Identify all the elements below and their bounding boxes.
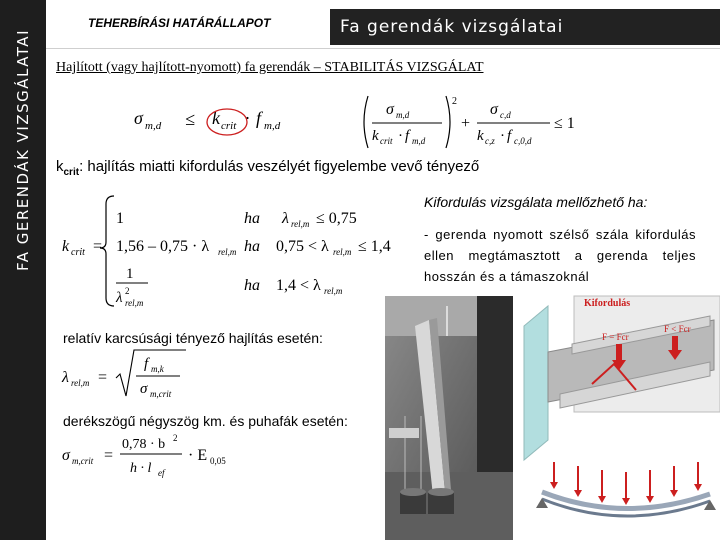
svg-text:σ: σ xyxy=(386,101,394,118)
svg-text:σ: σ xyxy=(134,108,143,128)
svg-text:σ: σ xyxy=(62,447,70,464)
beam-test-photo xyxy=(385,296,513,540)
svg-text:ha: ha xyxy=(244,277,260,294)
svg-text:=: = xyxy=(93,238,103,255)
svg-text:m,d: m,d xyxy=(412,136,426,146)
svg-text:f: f xyxy=(144,356,149,372)
lambda-label: relatív karcsúsági tényező hajlítás esetén: xyxy=(63,330,323,346)
bending-stability-formula-svg xyxy=(130,104,330,134)
svg-text:m,crit: m,crit xyxy=(150,389,172,399)
svg-text:1: 1 xyxy=(126,266,134,282)
diagram-load-equal: F = Fcr xyxy=(602,332,629,342)
diagram-title: Kifordulás xyxy=(584,298,631,309)
svg-text:crit: crit xyxy=(221,120,237,132)
svg-text:2: 2 xyxy=(452,96,457,107)
header-divider xyxy=(46,48,720,49)
skip-condition-text: - gerenda nyomott szélső szála kifordulás ellen megtámasztott a gerenda teljes hosszán és a támaszoknál xyxy=(424,227,696,284)
diagram-load-less: F < Fcr xyxy=(664,324,691,334)
svg-text:1,4 < λ: 1,4 < λ xyxy=(276,277,321,294)
svg-text:1,56 – 0,75 · λ: 1,56 – 0,75 · λ xyxy=(116,238,210,255)
svg-text:λ: λ xyxy=(282,210,289,227)
critical-stress-formula xyxy=(60,430,240,485)
kcrit-symbol: k xyxy=(56,158,64,175)
svg-text:m,d: m,d xyxy=(264,120,281,132)
svg-text:ef: ef xyxy=(158,468,165,478)
lambda-formula-svg xyxy=(60,344,200,404)
svg-text:rel,m: rel,m xyxy=(71,378,90,388)
header-category: TEHERBÍRÁSI HATÁRÁLLAPOT xyxy=(88,16,271,30)
sigma-label: derékszögű négyszög km. és puhafák esetén: xyxy=(63,413,348,429)
lambda-formula xyxy=(60,344,200,409)
svg-text:f: f xyxy=(256,108,262,128)
page-title xyxy=(330,9,720,45)
svg-text:σ: σ xyxy=(140,381,148,397)
svg-text:0,05: 0,05 xyxy=(210,456,226,466)
svg-text:rel,m: rel,m xyxy=(291,219,310,229)
svg-text:1: 1 xyxy=(116,210,124,227)
kcrit-piecewise-svg xyxy=(60,190,391,312)
critical-stress-formula-svg xyxy=(60,430,240,480)
svg-text:σ: σ xyxy=(490,101,498,118)
svg-text:≤ 1: ≤ 1 xyxy=(554,115,575,132)
svg-text:0,78 · b: 0,78 · b xyxy=(122,437,166,452)
svg-text:λ: λ xyxy=(116,290,123,306)
svg-text:c,z: c,z xyxy=(485,136,495,146)
svg-text:rel,m: rel,m xyxy=(324,286,343,296)
kcrit-description: : hajlítás miatti kifordulás veszélyét figyelembe vevő tényező xyxy=(79,158,480,175)
svg-text:k: k xyxy=(62,238,70,255)
svg-text:crit: crit xyxy=(380,136,393,146)
svg-text:rel,m: rel,m xyxy=(125,298,144,308)
svg-text:f: f xyxy=(405,128,410,144)
kcrit-definition xyxy=(56,158,479,178)
svg-text:c,d: c,d xyxy=(500,110,511,120)
svg-text:0,75 < λ: 0,75 < λ xyxy=(276,238,329,255)
skip-condition-title: Kifordulás vizsgálata mellőzhető ha: xyxy=(424,194,648,210)
page-title-text: Fa gerendák vizsgálatai xyxy=(340,17,564,37)
svg-text:m,crit: m,crit xyxy=(72,456,94,466)
svg-text:2: 2 xyxy=(125,286,130,296)
svg-text:m,d: m,d xyxy=(396,110,410,120)
svg-text:rel,m: rel,m xyxy=(218,247,237,257)
svg-text:rel,m: rel,m xyxy=(333,247,352,257)
bending-stability-formula xyxy=(130,104,330,139)
svg-text:k: k xyxy=(477,128,484,144)
svg-text:·: · xyxy=(500,128,505,144)
svg-text:+: + xyxy=(461,115,471,132)
svg-text:λ: λ xyxy=(62,369,69,386)
svg-text:≤ 0,75: ≤ 0,75 xyxy=(316,210,357,227)
svg-text:m,d: m,d xyxy=(145,120,162,132)
beam-test-photo-svg xyxy=(385,296,513,540)
svg-text:ha: ha xyxy=(244,210,260,227)
svg-text:≤: ≤ xyxy=(185,109,195,129)
svg-text:c,0,d: c,0,d xyxy=(514,136,532,146)
svg-text:=: = xyxy=(98,369,108,386)
svg-text:m,k: m,k xyxy=(151,364,164,374)
svg-text:k: k xyxy=(372,128,379,144)
svg-text:ha: ha xyxy=(244,238,260,255)
section-subtitle: Hajlított (vagy hajlított-nyomott) fa gerendák – STABILITÁS VIZSGÁLAT xyxy=(56,60,484,75)
combined-interaction-formula xyxy=(360,92,590,157)
kcrit-piecewise-formula xyxy=(60,190,391,317)
svg-text:2: 2 xyxy=(173,433,178,443)
svg-text:h · l: h · l xyxy=(130,461,152,476)
svg-text:≤ 1,4: ≤ 1,4 xyxy=(358,238,391,255)
svg-text:=: = xyxy=(104,447,114,464)
svg-text:crit: crit xyxy=(71,247,85,258)
lateral-buckling-diagram xyxy=(514,286,720,540)
side-title: FA GERENDÁK VIZSGÁLATAI xyxy=(14,28,32,272)
svg-text:f: f xyxy=(507,128,512,144)
svg-text:· E: · E xyxy=(188,447,208,464)
kcrit-subscript: crit xyxy=(63,167,80,178)
svg-text:k: k xyxy=(212,108,220,128)
combined-interaction-formula-svg xyxy=(360,92,590,152)
svg-text:·: · xyxy=(245,108,250,128)
svg-text:·: · xyxy=(398,128,403,144)
lateral-buckling-diagram-svg xyxy=(514,286,720,540)
